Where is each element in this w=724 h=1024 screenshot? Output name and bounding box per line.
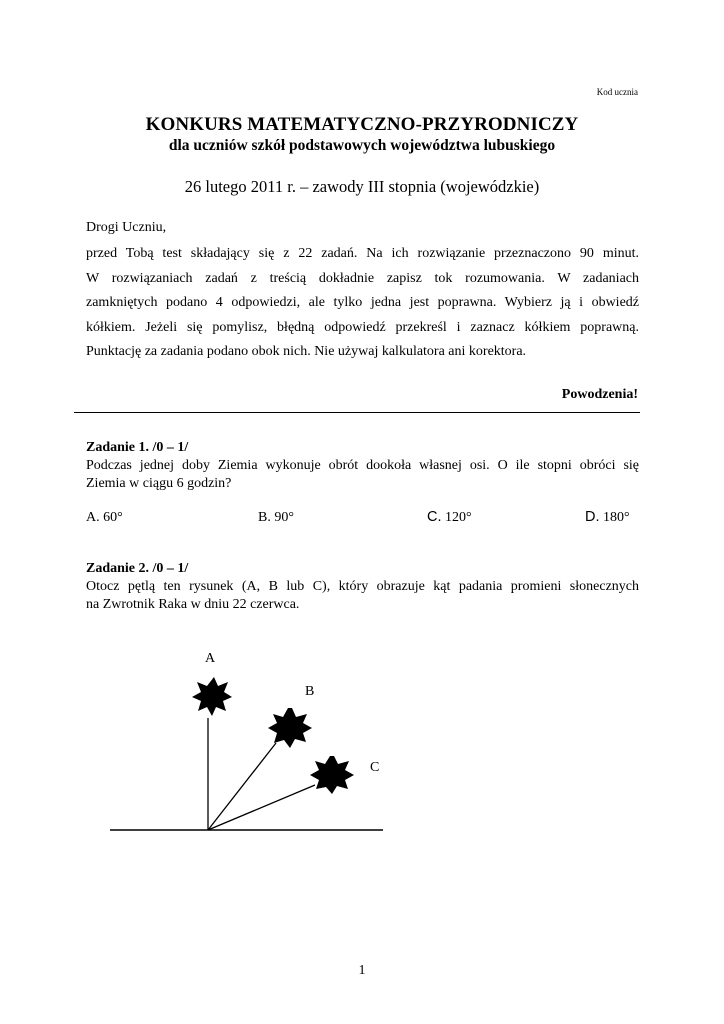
task1-answer-d[interactable] [585,509,630,526]
task1-answer-a[interactable] [86,510,123,526]
instruction-line: przed Tobą test składający się z 22 zadań. Na ich rozwiązanie przeznaczono 90 minut. [86,246,639,261]
instruction-line: zamkniętych podano 4 odpowiedzi, ale tylko jedna jest poprawna. Wybierz ją i obwiedź [86,295,639,311]
task1-answer-b[interactable] [258,510,294,526]
task2-text-line: Otocz pętlą ten rysunek (A, B lub C), który obrazuje kąt padania promieni słonecznych [86,579,639,594]
task1-answer-c[interactable] [427,509,472,526]
answer-letter: B. [258,510,271,525]
task1-text-line: Podczas jednej doby Ziemia wykonuje obrót dookoła własnej osi. O ile stopni obróci się [86,458,639,473]
answer-value: 180° [603,510,630,525]
answer-value: 60° [103,510,123,525]
task2-title: Zadanie 2. /0 – 1/ [86,561,189,576]
divider [74,412,640,413]
answer-letter: D. [585,509,600,525]
answer-value: 120° [445,510,472,525]
task2-text [86,578,639,614]
instruction-line: W rozwiązaniach zadań z treścią dokładnie zapisz tok rozumowania. W zadaniach [86,270,639,286]
page-number: 1 [358,963,366,978]
contest-title: KONKURS MATEMATYCZNO-PRZYRODNICZY [145,114,579,135]
sun-b-icon [268,708,312,748]
task1-title: Zadanie 1. /0 – 1/ [86,440,189,455]
task1-text [86,457,639,493]
good-luck: Powodzenia! [561,387,638,402]
figure-label-c[interactable]: C [370,760,380,775]
task2-text-line: na Zwrotnik Raka w dniu 22 czerwca. [86,597,300,612]
ray-c [208,785,315,830]
sun-c-icon [310,756,354,794]
answer-value: 90° [274,510,294,525]
task1-text-line: Ziemia w ciągu 6 godzin? [86,476,232,491]
answer-letter: A. [86,510,100,525]
contest-date: 26 lutego 2011 r. – zawody III stopnia (wojewódzkie) [184,177,540,196]
greeting: Drogi Uczniu, [86,220,167,235]
student-code-label: Kod ucznia [596,87,638,97]
figure-label-b[interactable]: B [305,684,315,699]
figure-label-a[interactable]: A [205,651,216,666]
contest-subtitle: dla uczniów szkół podstawowych województwa lubuskiego [168,137,556,154]
instruction-line: Punktację za zadania podano obok nich. Nie używaj kalkulatora ani korektora. [86,344,527,360]
answer-letter: C. [427,509,442,525]
instruction-line: kółkiem. Jeżeli się pomylisz, błędną odpowiedź przekreśl i zaznacz kółkiem poprawną. [86,319,639,335]
sun-rays-figure[interactable] [100,670,390,840]
instructions [86,242,639,365]
ray-b [208,743,276,830]
sun-a-icon [192,677,232,716]
